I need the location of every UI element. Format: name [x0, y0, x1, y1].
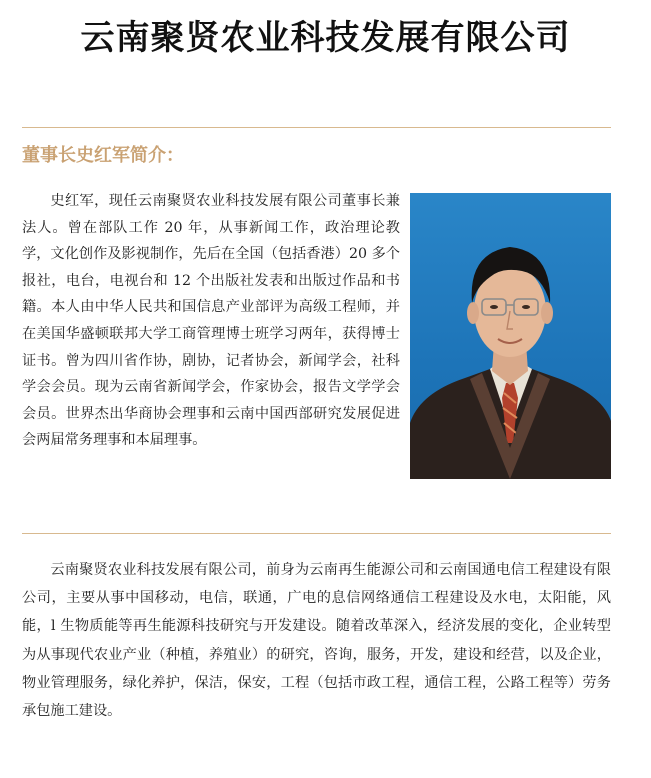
- divider-middle: [22, 533, 611, 534]
- portrait-illustration: [410, 193, 611, 479]
- chairman-heading: 董事长史红军简介：: [22, 145, 184, 166]
- divider-top: [22, 127, 611, 128]
- company-title: 云南聚贤农业科技发展有限公司: [80, 18, 571, 58]
- company-description: 云南聚贤农业科技发展有限公司，前身为云南再生能源公司和云南国通电信工程建设有限公司，主要从事中国移动，电信，联通，广电的息信网络通信工程建设及水电，太阳能，风能，l 生物质能等再生能源科技研究与开发建设。随着改革深入，经济发展的变化，企业转型为从事现代农业产业（种植，养殖业）的研究，咨询，服务，开发，建设和经营，以及企业，物业管理服务，绿化养护，保洁，保安，工程（包括市政工程，通信工程，公路工程等）劳务承包施工建设。: [22, 562, 611, 720]
- chairman-bio: 史红军，现任云南聚贤农业科技发展有限公司董事长兼法人。曾在部队工作 20 年，从事新闻工作，政治理论教学，文化创作及影视制作，先后在全国（包括香港）20 多个报社，电台，电视台和 12 个出版社发表和出版过作品和书籍。本人由中华人民共和国信息产业部评为高级工程师，并在美国华盛顿联邦大学工商管理博士班学习两年，获得博士证书。曾为四川省作协，剧协，记者协会，新闻学会，社科学会会员。现为云南省新闻学会，作家协会，报告文学学会会员。世界杰出华商协会理事和云南中国西部研究发展促进会两届常务理事和本届理事。: [22, 193, 400, 449]
- chairman-photo: [410, 193, 611, 479]
